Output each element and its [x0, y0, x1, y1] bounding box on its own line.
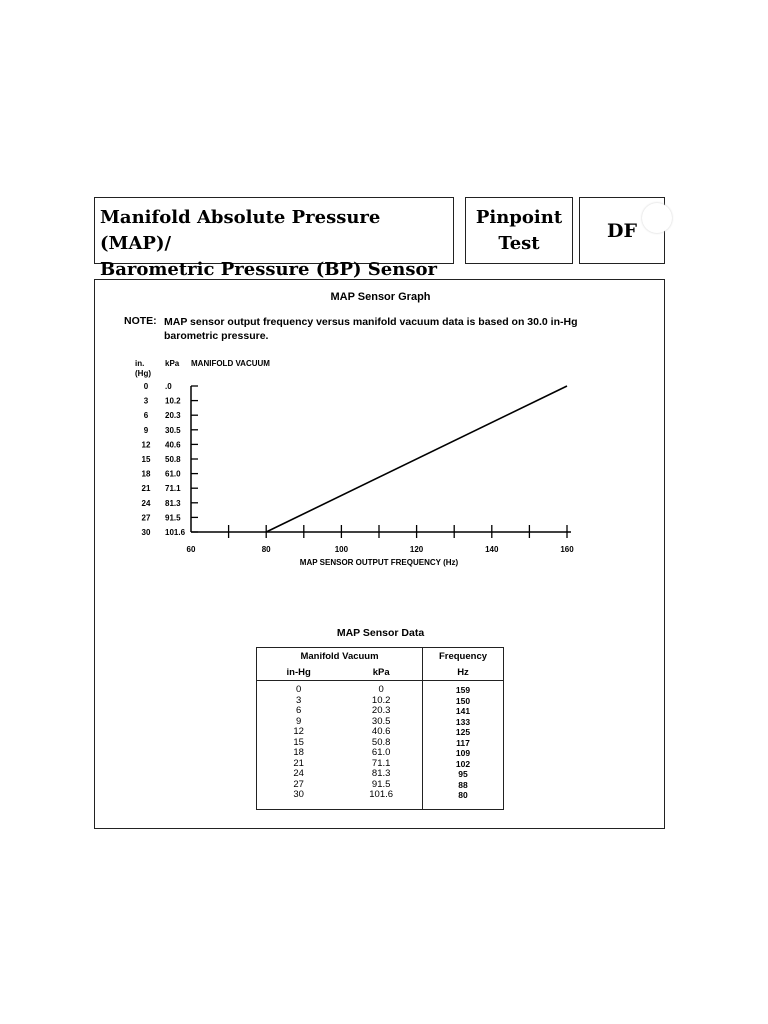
cell-hz: 109	[423, 748, 504, 759]
y-tick-label-kpa: 40.6	[165, 440, 181, 450]
table-row	[257, 748, 504, 759]
y-tick-label-kpa: 50.8	[165, 455, 181, 464]
table-body	[257, 681, 504, 810]
table-row	[257, 727, 504, 738]
y-tick-label-inhg: 27	[141, 513, 151, 523]
col-inhg-header: in-Hg	[257, 664, 341, 681]
cell-hz: 102	[423, 759, 504, 770]
table-title: MAP Sensor Data	[336, 627, 425, 639]
cell-kpa: 40.6	[371, 726, 391, 737]
y-axis-title: MANIFOLD VACUUM	[191, 359, 270, 368]
y-tick-label-kpa: 61.0	[165, 469, 181, 479]
y-unit-label-hg: (Hg)	[135, 369, 151, 378]
y-tick-label-kpa: 91.5	[165, 513, 181, 523]
y-tick-label-kpa: 10.2	[165, 396, 181, 406]
y-tick-label-inhg: 9	[143, 425, 149, 435]
y-tick-label-inhg: 6	[143, 411, 149, 421]
y-tick-label-inhg: 12	[141, 440, 151, 450]
cell-inhg: 24	[293, 768, 304, 779]
y-tick-label-kpa: .0	[165, 382, 172, 391]
graph-title: MAP Sensor Graph	[330, 291, 431, 303]
cell-kpa: 81.3	[371, 768, 391, 779]
cell-hz: 133	[423, 717, 504, 728]
cell-hz: 159	[423, 681, 504, 696]
x-tick-label: 120	[409, 545, 424, 554]
y-tick-label-inhg: 0	[143, 382, 149, 391]
table-header-row	[257, 648, 504, 665]
x-tick-label: 140	[485, 545, 499, 554]
cell-inhg: 18	[293, 747, 304, 758]
y-tick-label-kpa: 30.5	[165, 425, 181, 435]
table-row	[257, 706, 504, 717]
x-axis-title: MAP SENSOR OUTPUT FREQUENCY (Hz)	[299, 558, 459, 567]
cell-hz: 88	[423, 780, 504, 791]
y-tick-label-kpa: 81.3	[165, 498, 181, 508]
y-tick-label-inhg: 15	[141, 455, 151, 464]
cell-inhg: 0	[296, 684, 302, 695]
note-text: MAP sensor output frequency versus manifold vacuum data is based on 30.0 in-Hg barometric pressure.	[164, 316, 578, 342]
pinpoint-label: Pinpoint	[475, 207, 563, 228]
cell-inhg: 21	[293, 757, 304, 769]
cell-inhg: 12	[293, 726, 304, 737]
cell-kpa: 10.2	[371, 694, 391, 706]
cell-inhg: 15	[293, 736, 304, 748]
cell-inhg: 3	[296, 694, 302, 706]
section-title-line1: Manifold Absolute Pressure (MAP)/	[100, 207, 381, 254]
cell-inhg: 27	[293, 778, 304, 790]
table-row	[257, 790, 504, 809]
y-tick-label-inhg: 21	[141, 484, 151, 494]
section-title-line2: Barometric Pressure (BP) Sensor	[100, 259, 437, 280]
cell-kpa: 0	[378, 684, 384, 695]
col-kpa-header: kPa	[340, 664, 422, 681]
x-tick-label: 100	[334, 545, 349, 554]
y-tick-label-kpa: 101.6	[165, 528, 186, 537]
cell-hz: 150	[423, 696, 504, 707]
hole-punch-mark	[642, 203, 672, 233]
cell-hz: 141	[423, 706, 504, 717]
frequency-header: Frequency	[423, 648, 504, 665]
y-unit-label-in: in.	[135, 359, 145, 368]
series-line	[266, 386, 567, 532]
section-title-box	[94, 197, 454, 280]
cell-kpa: 101.6	[369, 789, 394, 800]
manifold-vacuum-header: Manifold Vacuum	[300, 650, 379, 662]
test-code: DF	[607, 220, 637, 242]
y-tick-label-kpa: 71.1	[165, 484, 181, 494]
y-tick-label-inhg: 24	[141, 498, 151, 508]
table-row	[257, 769, 504, 780]
cell-kpa: 91.5	[371, 778, 391, 790]
cell-hz: 80	[423, 790, 504, 809]
col-hz-header: Hz	[423, 664, 504, 681]
cell-inhg: 30	[293, 789, 304, 800]
pinpoint-test-box	[465, 197, 573, 264]
main-panel	[94, 279, 665, 829]
y-tick-label-inhg: 18	[141, 469, 151, 479]
table-row	[257, 681, 504, 696]
test-label: Test	[498, 233, 540, 254]
y-tick-label-kpa: 20.3	[165, 411, 181, 421]
y-tick-label-inhg: 3	[143, 396, 149, 406]
note-label: NOTE:	[124, 315, 157, 327]
cell-inhg: 6	[296, 705, 302, 716]
x-tick-label: 80	[261, 545, 271, 554]
cell-kpa: 61.0	[371, 747, 391, 758]
x-tick-label: 160	[560, 545, 574, 554]
cell-hz: 117	[423, 738, 504, 749]
x-tick-label: 60	[186, 545, 196, 554]
y-tick-label-inhg: 30	[141, 528, 151, 537]
map-sensor-graph	[95, 280, 666, 600]
table-subheader-row	[257, 664, 504, 681]
cell-kpa: 30.5	[371, 715, 391, 727]
cell-hz: 125	[423, 727, 504, 738]
y-unit-label-kpa: kPa	[165, 359, 180, 368]
cell-kpa: 71.1	[371, 757, 391, 769]
map-sensor-data-table	[256, 647, 504, 810]
cell-kpa: 50.8	[371, 736, 391, 748]
cell-inhg: 9	[296, 715, 302, 727]
cell-hz: 95	[423, 769, 504, 780]
cell-kpa: 20.3	[371, 705, 391, 716]
